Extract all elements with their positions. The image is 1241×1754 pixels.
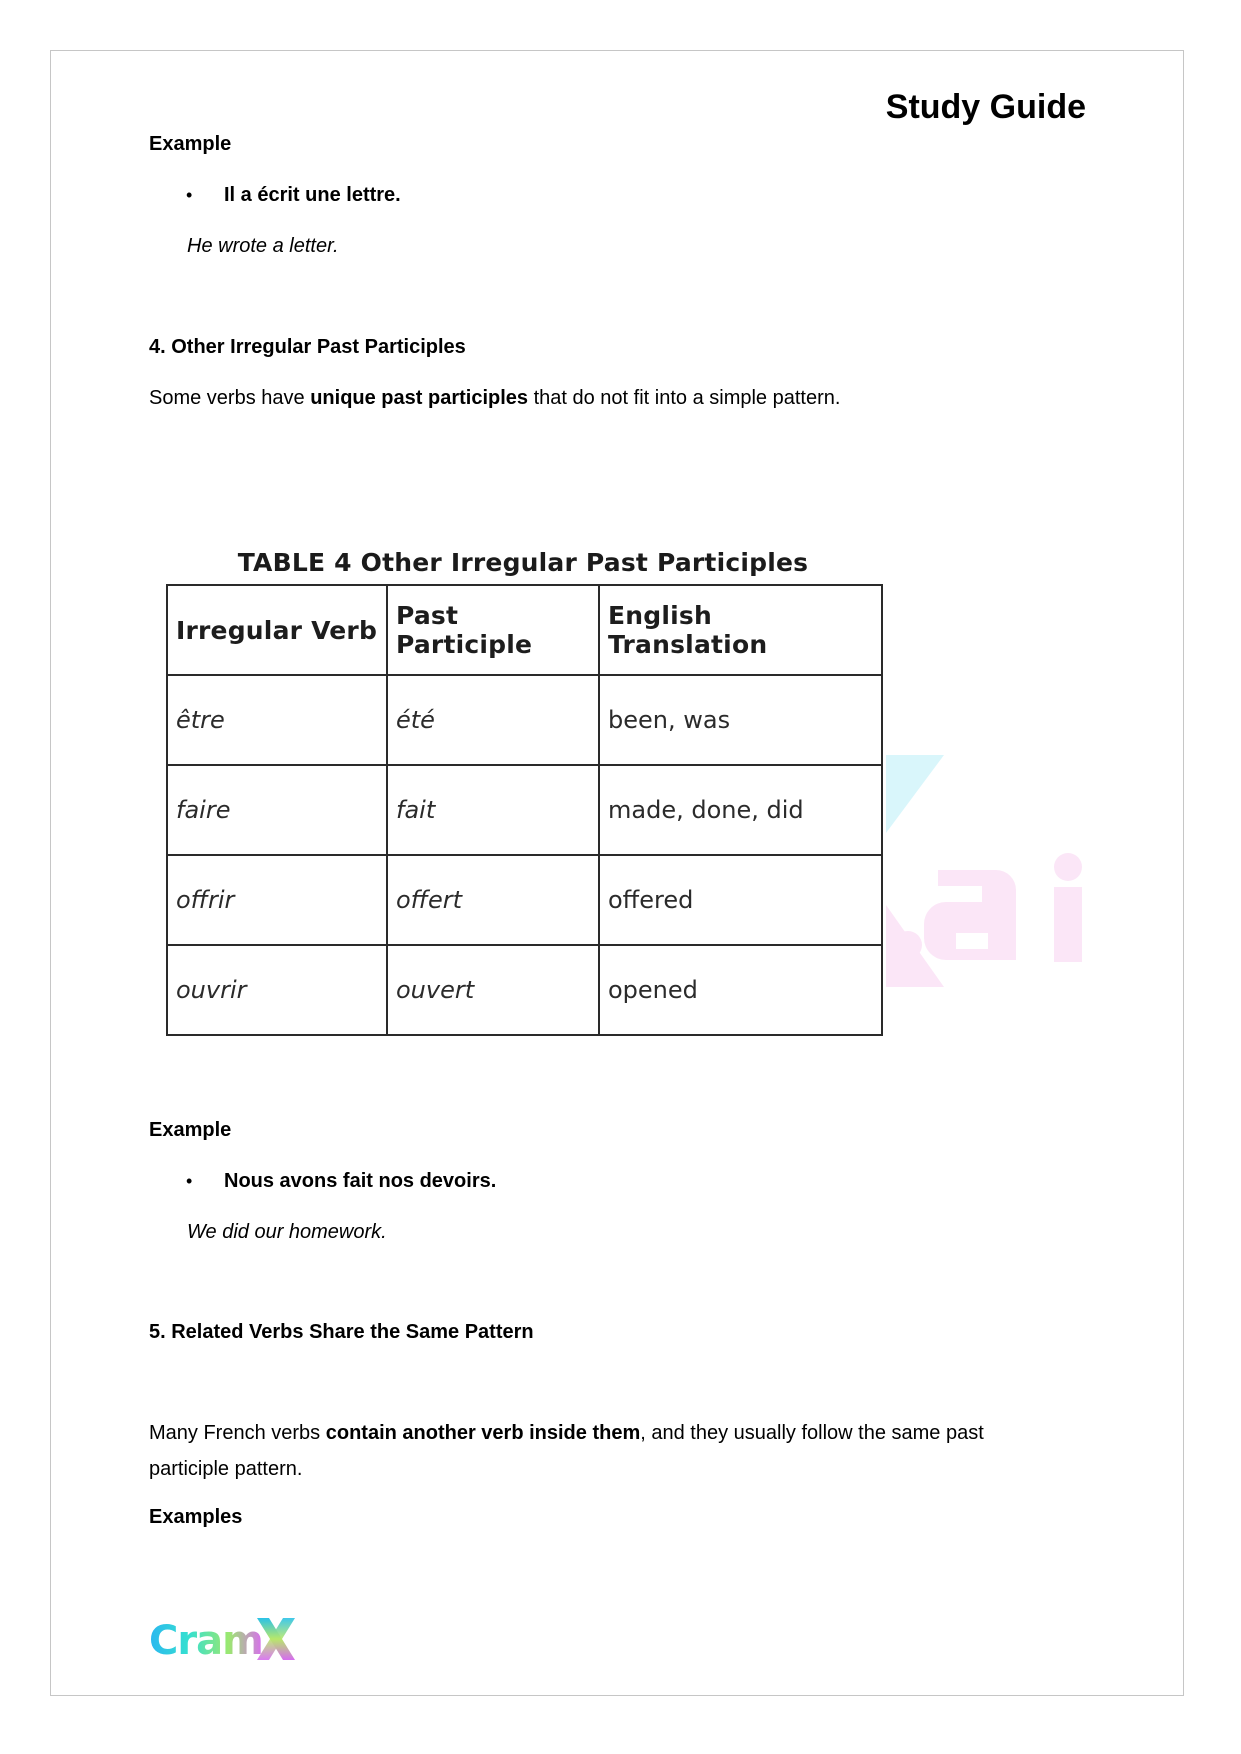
intro-emphasis: unique past participles [310, 387, 529, 409]
intro-text: Some verbs have [149, 387, 311, 409]
bullet-icon: • [186, 1171, 193, 1191]
table-cell: ouvert [387, 945, 599, 1035]
cramx-logo-icon [149, 1612, 299, 1664]
section-4-heading: 4. Other Irregular Past Participles [149, 336, 466, 358]
example-sentence: Il a écrit une lettre. [224, 184, 401, 206]
table-header-row [167, 585, 882, 675]
bullet-icon: • [186, 185, 193, 205]
table-cell: offrir [167, 855, 387, 945]
example-label: Example [149, 1119, 232, 1141]
table-cell: offert [387, 855, 599, 945]
example-sentence: Nous avons fait nos devoirs. [224, 1170, 497, 1192]
paragraph-text: Many French verbs [149, 1422, 326, 1444]
example-bullet [186, 184, 401, 207]
section-5-heading: 5. Related Verbs Share the Same Pattern [149, 1321, 534, 1343]
table-row [167, 945, 882, 1035]
examples-label: Examples [149, 1506, 243, 1528]
table-cell: ouvrir [167, 945, 387, 1035]
table-row [167, 855, 882, 945]
table-cell: été [387, 675, 599, 765]
irregular-participles-table [166, 584, 883, 1036]
table-cell: opened [599, 945, 882, 1035]
table-header: Past Participle [387, 585, 599, 675]
table-header: English Translation [599, 585, 882, 675]
intro-text-end: that do not fit into a simple pattern. [528, 387, 841, 409]
example-translation: We did our homework. [187, 1221, 387, 1243]
table-header: Irregular Verb [167, 585, 387, 675]
table-cell: offered [599, 855, 882, 945]
example-bullet [186, 1170, 496, 1193]
table-row [167, 765, 882, 855]
table-caption: TABLE 4 Other Irregular Past Participles [237, 548, 809, 577]
example-translation: He wrote a letter. [187, 235, 339, 257]
table-cell: made, done, did [599, 765, 882, 855]
section-4-intro [149, 387, 840, 410]
example-label: Example [149, 133, 232, 155]
table-cell: être [167, 675, 387, 765]
svg-text:Cram: Cram [149, 1618, 263, 1664]
paragraph-emphasis: contain another verb inside them [325, 1422, 641, 1444]
paragraph-text-end: , and they usually follow the same past participle pattern. [149, 1422, 984, 1480]
section-5-paragraph [149, 1415, 1049, 1487]
table-cell: faire [167, 765, 387, 855]
table-row [167, 675, 882, 765]
page-title: Study Guide [885, 88, 1086, 126]
table-cell: fait [387, 765, 599, 855]
table-cell: been, was [599, 675, 882, 765]
